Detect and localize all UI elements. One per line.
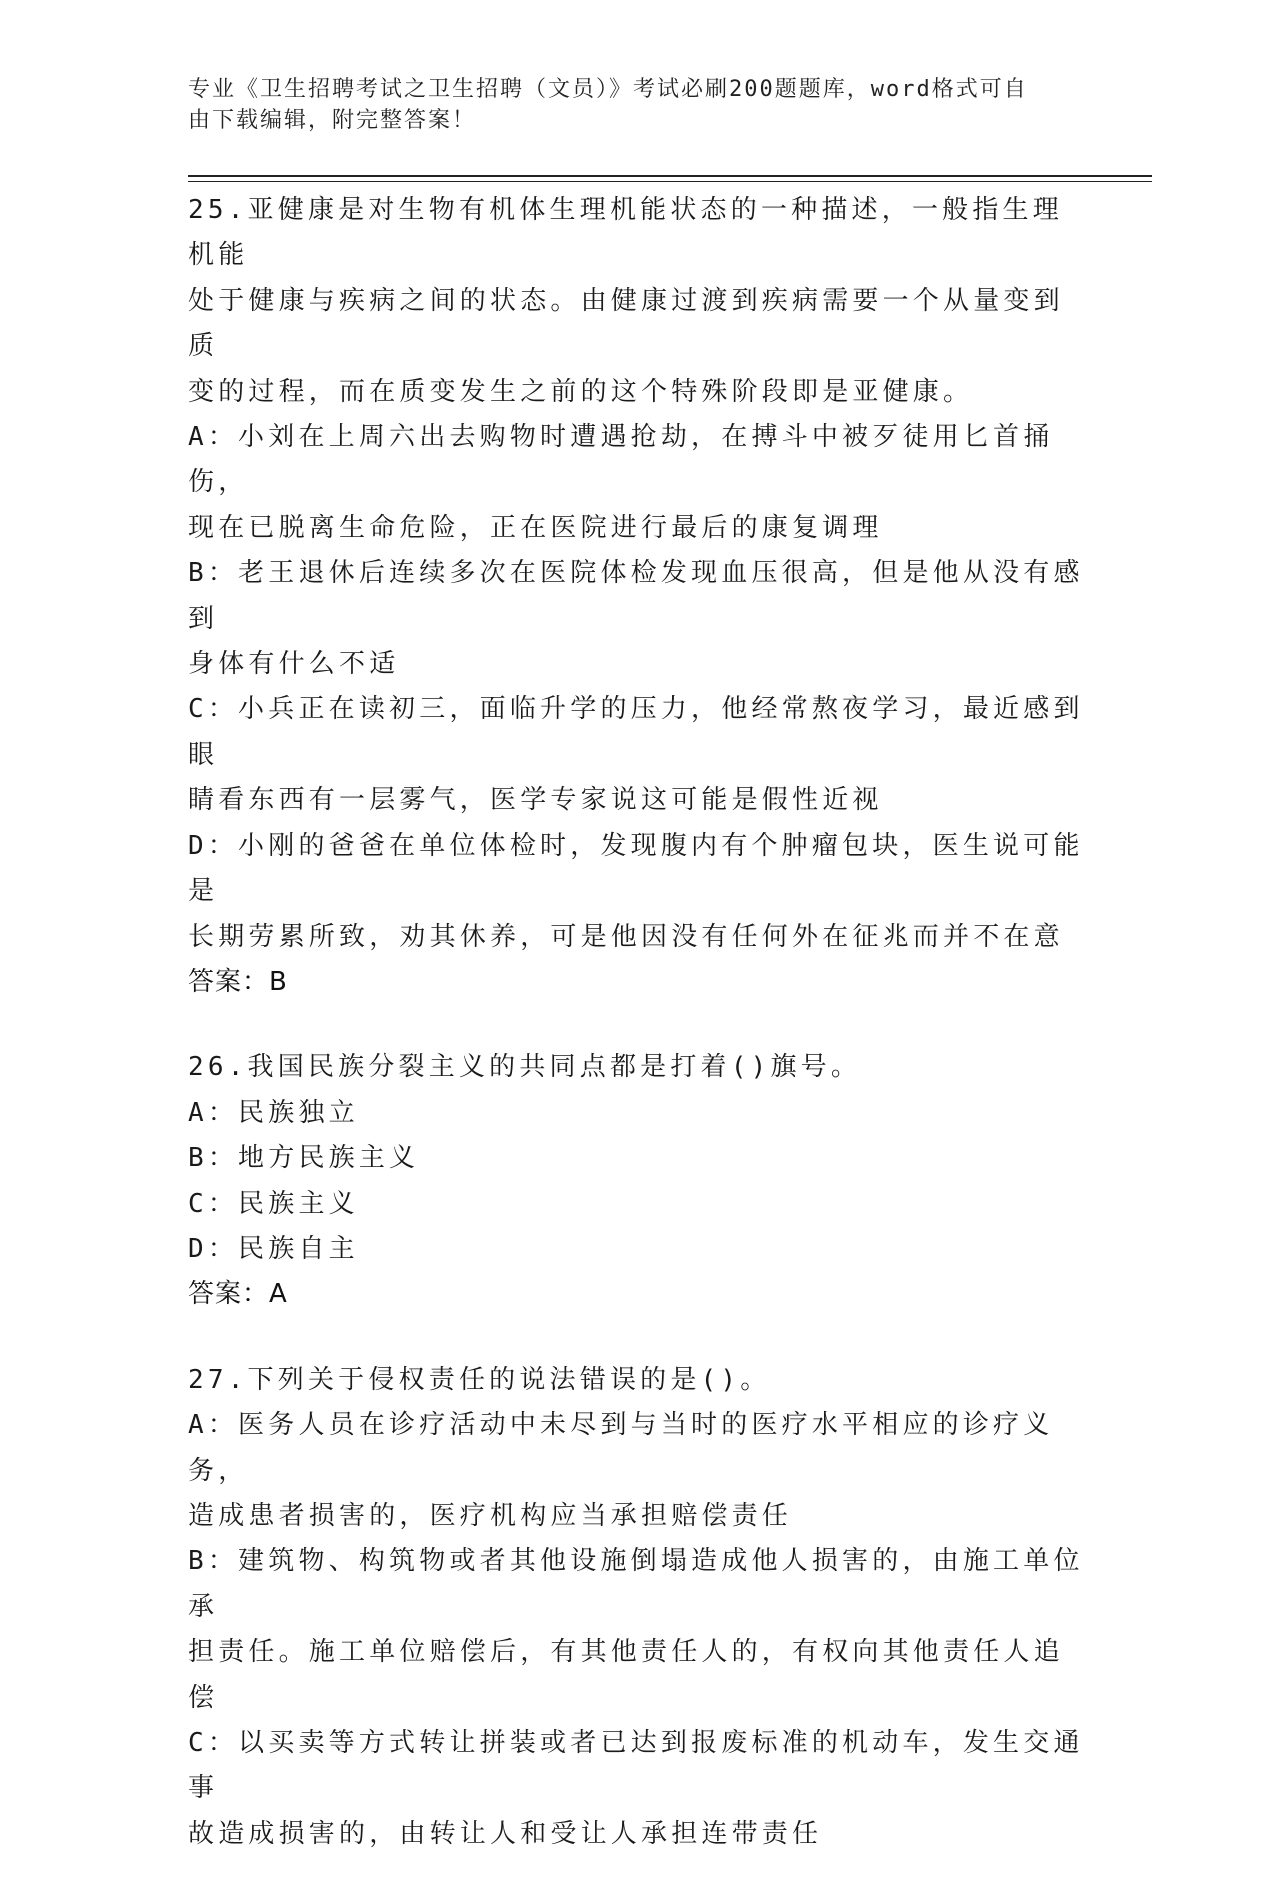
answer-label: 答案：A [188, 1279, 288, 1310]
header-divider-thick [188, 175, 1152, 177]
option-d-continued: 长期劳累所致，劝其休养，可是他因没有任何外在征兆而并不在意 [188, 921, 1064, 952]
option-c-continued: 睛看东西有一层雾气，医学专家说这可能是假性近视 [188, 785, 883, 816]
option-a: A：医务人员在诊疗活动中未尽到与当时的医疗水平相应的诊疗义务， [188, 1410, 1054, 1486]
question-25 [188, 188, 1088, 1005]
option-a: A：小刘在上周六出去购物时遭遇抢劫，在搏斗中被歹徒用匕首捅伤， [188, 422, 1054, 498]
question-list [188, 188, 1088, 1897]
header-line-2: 由下载编辑，附完整答案！ [188, 108, 477, 133]
option-d: D：民族自主 [188, 1233, 359, 1264]
question-stem-line: 处于健康与疾病之间的状态。由健康过渡到疾病需要一个从量变到质 [188, 285, 1064, 362]
document-header [188, 74, 1068, 136]
option-b: B：老王退休后连续多次在医院体检发现血压很高，但是他从没有感到 [188, 558, 1084, 634]
question-stem-line: 26.我国民族分裂主义的共同点都是打着()旗号。 [188, 1052, 862, 1083]
question-27 [188, 1358, 1088, 1857]
option-c: C：小兵正在读初三，面临升学的压力，他经常熬夜学习，最近感到眼 [188, 694, 1084, 770]
option-c: C：民族主义 [188, 1188, 359, 1219]
header-line-1: 专业《卫生招聘考试之卫生招聘（文员）》考试必刷200题题库，word格式可自 [188, 77, 1028, 102]
question-stem-line: 25.亚健康是对生物有机体生理机能状态的一种描述，一般指生理机能 [188, 195, 1063, 271]
answer-label: 答案：B [188, 966, 288, 997]
option-d: D：小刚的爸爸在单位体检时，发现腹内有个肿瘤包块，医生说可能是 [188, 830, 1084, 907]
question-26 [188, 1045, 1088, 1317]
option-a-continued: 现在已脱离生命危险，正在医院进行最后的康复调理 [188, 512, 883, 543]
option-b: B：地方民族主义 [188, 1143, 420, 1174]
question-stem-line: 27.下列关于侵权责任的说法错误的是()。 [188, 1364, 771, 1395]
option-c-continued: 故造成损害的，由转让人和受让人承担连带责任 [188, 1818, 823, 1849]
option-c: C：以买卖等方式转让拼装或者已达到报废标准的机动车，发生交通事 [188, 1728, 1084, 1804]
option-b-continued: 身体有什么不适 [188, 649, 400, 680]
option-a: A：民族独立 [188, 1097, 359, 1128]
header-divider-thin [188, 181, 1152, 182]
option-b: B：建筑物、构筑物或者其他设施倒塌造成他人损害的，由施工单位承 [188, 1546, 1084, 1622]
option-b-continued: 担责任。施工单位赔偿后，有其他责任人的，有权向其他责任人追偿 [188, 1637, 1064, 1713]
option-a-continued: 造成患者损害的，医疗机构应当承担赔偿责任 [188, 1500, 793, 1531]
question-stem-line: 变的过程，而在质变发生之前的这个特殊阶段即是亚健康。 [188, 376, 974, 407]
